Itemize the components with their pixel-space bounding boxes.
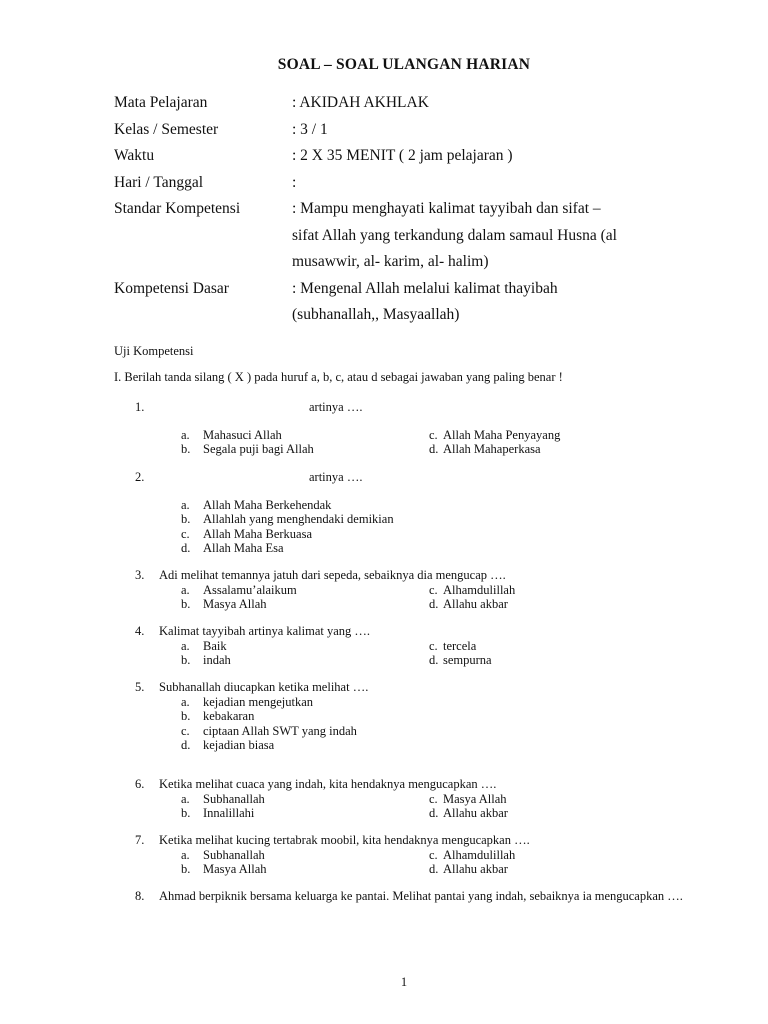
option-letter: a. (181, 847, 190, 862)
option-letter: b. (181, 806, 191, 820)
header-row-time (114, 143, 714, 170)
answer-options (135, 428, 701, 457)
option-text: Allah Maha Penyayang (443, 427, 561, 442)
option-text: Allah Mahaperkasa (443, 442, 541, 456)
question-number: 4. (135, 624, 145, 638)
header-row-standard-cont (114, 223, 714, 250)
option-letter: a. (181, 582, 190, 597)
answer-options (135, 498, 701, 556)
option-text: Allah Maha Berkehendak (203, 497, 332, 512)
header-label: Hari / Tanggal (114, 173, 204, 191)
header-label: Kelas / Semester (114, 120, 219, 138)
option-text: Segala puji bagi Allah (203, 442, 314, 456)
option-text: Allahu akbar (443, 862, 508, 876)
option-text: Subhanallah (203, 791, 265, 806)
option-text: Allahu akbar (443, 597, 508, 611)
option-text: Mahasuci Allah (203, 427, 282, 442)
option-letter: c. (429, 638, 438, 653)
question-number: 3. (135, 568, 145, 582)
header-value: : AKIDAH AKHLAK (292, 94, 429, 111)
header-row-standard-cont (114, 249, 714, 276)
option-text: Allah Maha Berkuasa (203, 526, 312, 541)
answer-options (135, 639, 701, 668)
option-text: tercela (443, 638, 477, 653)
option-letter: c. (429, 427, 438, 442)
answer-options (135, 848, 701, 877)
question-3 (135, 568, 701, 612)
option-letter: d. (181, 738, 191, 752)
question-number: 8. (135, 889, 145, 903)
header-label: Standar Kompetensi (114, 200, 241, 217)
option-letter: a. (181, 497, 190, 512)
question-text: artinya …. (309, 400, 363, 414)
answer-options (135, 583, 701, 612)
question-5 (135, 680, 701, 753)
question-text: artinya …. (309, 470, 363, 484)
header-label (114, 223, 292, 250)
option-letter: a. (181, 694, 190, 709)
question-text: Adi melihat temannya jatuh dari sepeda, sebaiknya dia mengucap …. (159, 568, 506, 582)
option-letter: b. (181, 442, 191, 456)
header-value: : Mampu menghayati kalimat tayyibah dan sifat – (292, 200, 601, 217)
header-label (114, 302, 292, 329)
question-text: Subhanallah diucapkan ketika melihat …. (159, 680, 369, 694)
question-2 (135, 470, 701, 556)
header-row-basic-competence-cont (114, 302, 714, 329)
answer-options (135, 792, 701, 821)
header-label: Waktu (114, 147, 155, 164)
option-text: Alhamdulillah (443, 582, 516, 597)
question-text: Kalimat tayyibah artinya kalimat yang …. (159, 624, 371, 638)
question-4 (135, 624, 701, 668)
question-number: 5. (135, 680, 145, 694)
option-text: Masya Allah (443, 791, 507, 806)
option-text: Assalamu’alaikum (203, 582, 297, 597)
option-letter: a. (181, 427, 190, 442)
question-6 (135, 777, 701, 821)
header-value: musawwir, al- karim, al- halim) (292, 253, 489, 270)
option-text: Allah Maha Esa (203, 541, 284, 555)
option-text: Innalillahi (203, 806, 255, 820)
option-text: ciptaan Allah SWT yang indah (203, 723, 357, 738)
question-number: 2. (135, 470, 145, 484)
option-letter: d. (429, 597, 439, 611)
question-text: Ahmad berpiknik bersama keluarga ke pantai. Melihat pantai yang indah, sebaiknya ia mengucapkan …. (159, 889, 683, 903)
option-letter: c. (429, 582, 438, 597)
instruction: I. Berilah tanda silang ( X ) pada huruf a, b, c, atau d sebagai jawaban yang paling benar ! (114, 370, 563, 384)
page-number: 1 (400, 975, 408, 989)
header-value: : 2 X 35 MENIT ( 2 jam pelajaran ) (292, 147, 513, 164)
option-letter: d. (429, 862, 439, 876)
option-letter: b. (181, 597, 191, 611)
header-row-basic-competence (114, 276, 714, 303)
header-value: : 3 / 1 (292, 120, 328, 138)
option-letter: d. (429, 806, 439, 820)
option-text: sempurna (443, 653, 492, 667)
header-value: sifat Allah yang terkandung dalam samaul Husna (al (292, 226, 617, 244)
header-row-subject (114, 90, 714, 117)
option-letter: a. (181, 791, 190, 806)
option-letter: d. (429, 442, 439, 456)
question-1 (135, 400, 701, 457)
header-label: Mata Pelajaran (114, 94, 208, 111)
option-letter: b. (181, 709, 191, 723)
header-value: : Mengenal Allah melalui kalimat thayibah (292, 279, 558, 297)
option-text: kebakaran (203, 709, 255, 723)
option-text: Masya Allah (203, 597, 267, 611)
question-text: Ketika melihat kucing tertabrak moobil, kita hendaknya mengucapkan …. (159, 833, 530, 847)
section-label: Uji Kompetensi (114, 344, 194, 358)
option-text: Alhamdulillah (443, 847, 516, 862)
question-text: Ketika melihat cuaca yang indah, kita hendaknya mengucapkan …. (159, 777, 497, 791)
option-letter: a. (181, 638, 190, 653)
question-7 (135, 833, 701, 877)
option-letter: b. (181, 862, 191, 876)
header-value: : (292, 173, 297, 191)
option-text: indah (203, 653, 231, 667)
answer-options (135, 695, 701, 753)
option-letter: b. (181, 512, 191, 526)
option-text: Subhanallah (203, 847, 265, 862)
option-letter: d. (429, 653, 439, 667)
document-title: SOAL – SOAL ULANGAN HARIAN (277, 56, 531, 73)
header-row-class (114, 117, 714, 144)
option-letter: b. (181, 653, 191, 667)
header-label: Kompetensi Dasar (114, 279, 229, 297)
question-number: 6. (135, 777, 145, 791)
header-label (114, 249, 292, 276)
option-letter: c. (181, 526, 190, 541)
option-letter: c. (181, 723, 190, 738)
option-text: Allahlah yang menghendaki demikian (203, 512, 394, 526)
question-number: 7. (135, 833, 145, 847)
header-row-standard (114, 196, 714, 223)
option-letter: c. (429, 847, 438, 862)
question-8 (135, 889, 701, 904)
header-row-date (114, 170, 714, 197)
option-text: Allahu akbar (443, 806, 508, 820)
option-text: kejadian biasa (203, 738, 275, 752)
option-text: Baik (203, 638, 227, 653)
option-letter: c. (429, 791, 438, 806)
header-info (114, 90, 714, 329)
option-text: Masya Allah (203, 862, 267, 876)
question-number: 1. (135, 400, 145, 414)
header-value: (subhanallah,, Masyaallah) (292, 306, 460, 323)
option-letter: d. (181, 541, 191, 555)
option-text: kejadian mengejutkan (203, 694, 314, 709)
